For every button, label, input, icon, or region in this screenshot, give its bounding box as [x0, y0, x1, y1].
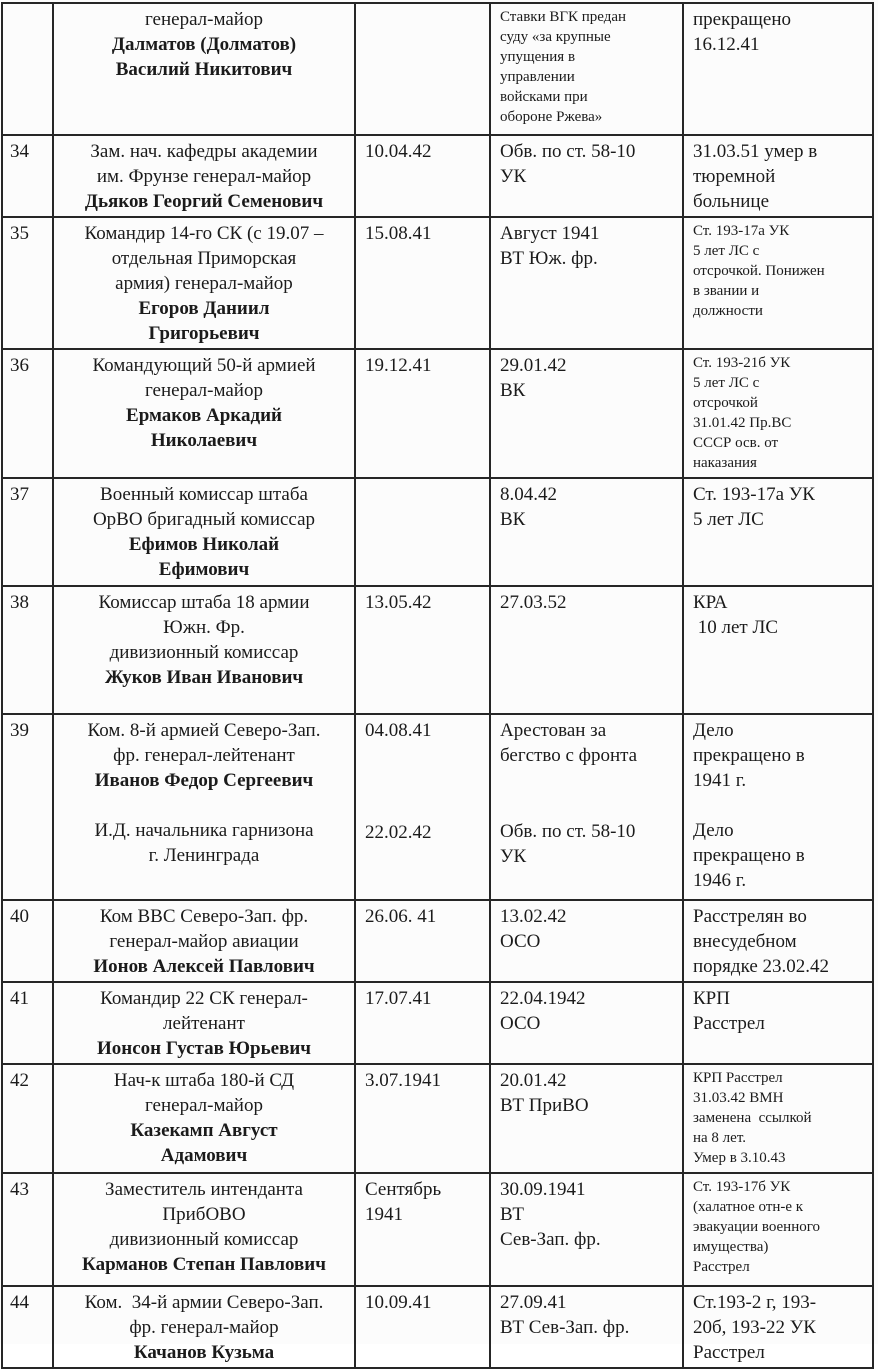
cell-line: г. Ленинграда — [148, 845, 260, 866]
cell-line: Обв. по ст. 58-10 — [500, 141, 636, 162]
cell-line: Обв. по ст. 58-10 — [500, 821, 636, 842]
cell-trial — [490, 1064, 683, 1173]
cell-trial — [490, 478, 683, 586]
cell-line: Дьяков Георгий Семенович — [84, 191, 324, 212]
cell-line: 13.02.42 — [500, 906, 567, 927]
cell-line: И.Д. начальника гарнизона — [94, 820, 314, 841]
cell-line: Ставки ВГК предан — [500, 9, 627, 25]
cell-arrest — [355, 217, 490, 349]
cell-line: 1946 г. — [693, 870, 747, 891]
cell-trial — [490, 3, 683, 135]
cell-sentence — [683, 135, 873, 217]
cell-line: Ст. 193-17а УК — [693, 223, 790, 239]
cell-line: внесудебном — [693, 931, 797, 952]
cell-line: 16.12.41 — [693, 34, 760, 55]
cell-line: Василий Никитович — [115, 59, 293, 80]
cell-line: на 8 лет. — [693, 1130, 747, 1146]
row-number: 38 — [2, 586, 53, 714]
cell-line: управлении — [500, 69, 575, 85]
row-number: 41 — [2, 982, 53, 1064]
cell-line: Ст. 193-17б УК — [693, 1179, 791, 1195]
cell-line: дивизионный комиссар — [109, 1229, 299, 1250]
cell-arrest — [355, 1064, 490, 1173]
cell-line: Жуков Иван Иванович — [104, 667, 304, 688]
cell-line: 29.01.42 — [500, 355, 567, 376]
table-row — [2, 982, 873, 1064]
cell-line: КРП — [693, 988, 730, 1009]
cell-line: Расстрелян во — [693, 906, 807, 927]
cell-line: Казекамп Август — [130, 1120, 278, 1141]
table-row — [2, 3, 873, 135]
cell-line: Ст. 193-21б УК — [693, 355, 791, 371]
table-row — [2, 586, 873, 714]
cell-line: войсками при — [500, 89, 588, 105]
cell-arrest — [355, 900, 490, 982]
cell-position — [53, 1286, 355, 1368]
cell-line: ВК — [500, 380, 526, 401]
cell-line: отсрочкой — [693, 395, 758, 411]
cell-trial — [490, 714, 683, 900]
cell-line: Командующий 50-й армией — [92, 355, 316, 376]
row-number: 37 — [2, 478, 53, 586]
table-row — [2, 478, 873, 586]
cell-line: Военный комиссар штаба — [100, 484, 308, 505]
cell-arrest — [355, 135, 490, 217]
table-row — [2, 349, 873, 478]
cell-trial — [490, 586, 683, 714]
row-number: 35 — [2, 217, 53, 349]
cell-line: фр. генерал-майор — [129, 1317, 279, 1338]
cell-line: в звании и — [693, 283, 760, 299]
cell-line: Арестован за — [500, 720, 607, 741]
cell-line: Зам. нач. кафедры академии — [90, 141, 318, 162]
cell-line: отсрочкой. Понижен — [693, 263, 825, 279]
cell-line: 13.05.42 — [365, 592, 432, 613]
cell-line: Комиссар штаба 18 армии — [98, 592, 310, 613]
cell-sentence — [683, 1064, 873, 1173]
row-number: 43 — [2, 1173, 53, 1286]
cell-line: Южн. Фр. — [163, 617, 245, 638]
cell-position — [53, 714, 355, 900]
table-row — [2, 217, 873, 349]
cell-line: армия) генерал-майор — [115, 273, 293, 294]
cell-line: Ефимов Николай — [128, 534, 280, 555]
cell-line: Ионсон Густав Юрьевич — [96, 1038, 311, 1059]
row-number — [2, 3, 53, 135]
cell-position — [53, 982, 355, 1064]
table-row — [2, 1173, 873, 1286]
cell-arrest — [355, 586, 490, 714]
cell-line: заменена ссылкой — [693, 1110, 812, 1126]
cell-line: упущения в — [500, 49, 576, 65]
cell-line: Дело — [693, 820, 734, 841]
cell-line: обороне Ржева» — [500, 109, 603, 125]
cell-line: Ком. 8-й армией Северо-Зап. — [87, 720, 321, 741]
cell-line: лейтенант — [163, 1013, 245, 1034]
cell-line: ОрВО бригадный комиссар — [92, 509, 316, 530]
cell-line: Умер в 3.10.43 — [693, 1150, 786, 1166]
cell-line: Расстрел — [693, 1013, 765, 1034]
row-number: 34 — [2, 135, 53, 217]
cell-sentence — [683, 714, 873, 900]
table-body — [2, 3, 873, 1368]
cell-line: (халатное отн-е к — [693, 1199, 804, 1215]
cell-line: Ст. 193-17а УК — [693, 484, 815, 505]
cell-line: Ермаков Аркадий — [126, 405, 282, 426]
cell-trial — [490, 349, 683, 478]
cell-line: генерал-майор — [145, 1095, 263, 1116]
cell-arrest — [355, 1173, 490, 1286]
generals-repression-table — [1, 2, 874, 1369]
cell-sentence — [683, 1286, 873, 1368]
cell-sentence — [683, 3, 873, 135]
table-row — [2, 135, 873, 217]
cell-line: имущества) — [693, 1239, 769, 1255]
cell-line: Нач-к штаба 180-й СД — [113, 1070, 295, 1091]
cell-line: 22.02.42 — [365, 822, 432, 843]
table-row — [2, 714, 873, 900]
cell-line: Ком. 34-й армии Северо-Зап. — [84, 1292, 324, 1313]
cell-line: Ефимович — [158, 559, 250, 580]
cell-line: ПрибОВО — [162, 1204, 246, 1225]
cell-line: Командир 14-го СК (с 19.07 – — [84, 223, 324, 244]
cell-line: Ст.193-2 г, 193- — [693, 1292, 817, 1313]
cell-line: должности — [693, 303, 763, 319]
cell-position — [53, 135, 355, 217]
cell-position — [53, 3, 355, 135]
row-number: 39 — [2, 714, 53, 900]
cell-line: ВТ ПриВО — [500, 1095, 589, 1116]
cell-line: прекращено в — [693, 745, 805, 766]
cell-line: Карманов Степан Павлович — [82, 1254, 326, 1275]
cell-sentence — [683, 478, 873, 586]
cell-position — [53, 900, 355, 982]
cell-sentence — [683, 1173, 873, 1286]
cell-line: 10 лет ЛС — [693, 617, 779, 638]
cell-trial — [490, 900, 683, 982]
cell-position — [53, 478, 355, 586]
table-row — [2, 1064, 873, 1173]
cell-line: 30.09.1941 — [500, 1179, 586, 1200]
table-row — [2, 1286, 873, 1368]
cell-line: 19.12.41 — [365, 355, 432, 376]
cell-line: генерал-майор авиации — [109, 931, 299, 952]
row-number: 44 — [2, 1286, 53, 1368]
cell-sentence — [683, 900, 873, 982]
cell-line: 5 лет ЛС с — [693, 375, 760, 391]
cell-line: эвакуации военного — [693, 1219, 821, 1235]
cell-line: Дело — [693, 720, 734, 741]
cell-line: 5 лет ЛС с — [693, 243, 760, 259]
cell-line: 8.04.42 — [500, 484, 557, 505]
row-number: 40 — [2, 900, 53, 982]
cell-line: Расстрел — [693, 1259, 750, 1275]
cell-line: Егоров Даниил — [138, 298, 270, 319]
cell-line: КРП Расстрел — [693, 1070, 783, 1086]
cell-line: 10.09.41 — [365, 1292, 432, 1313]
cell-line: 31.03.51 умер в — [693, 141, 818, 162]
cell-line: 17.07.41 — [365, 988, 432, 1009]
cell-line: отдельная Приморская — [111, 248, 297, 269]
cell-line: 10.04.42 — [365, 141, 432, 162]
cell-line: Ионов Алексей Павлович — [93, 956, 315, 977]
cell-line: Август 1941 — [500, 223, 600, 244]
cell-line: Заместитель интенданта — [105, 1179, 303, 1200]
cell-line: прекращено в — [693, 845, 805, 866]
cell-line: ОСО — [500, 931, 541, 952]
cell-line: генерал-майор — [145, 9, 263, 30]
cell-line: ВК — [500, 509, 526, 530]
cell-line: 20.01.42 — [500, 1070, 567, 1091]
cell-line: прекращено — [693, 9, 791, 30]
cell-line: Качанов Кузьма — [133, 1342, 275, 1363]
cell-line: больнице — [693, 191, 769, 212]
cell-trial — [490, 135, 683, 217]
cell-line: УК — [500, 166, 527, 187]
cell-arrest — [355, 3, 490, 135]
cell-line: фр. генерал-лейтенант — [113, 745, 295, 766]
cell-line: ВТ — [500, 1204, 525, 1225]
cell-line: генерал-майор — [145, 380, 263, 401]
cell-sentence — [683, 217, 873, 349]
cell-line: Адамович — [160, 1145, 248, 1166]
cell-line: 31.03.42 ВМН — [693, 1090, 784, 1106]
cell-line: наказания — [693, 455, 757, 471]
cell-line: Расстрел — [693, 1342, 765, 1363]
cell-line: ОСО — [500, 1013, 541, 1034]
cell-sentence — [683, 349, 873, 478]
cell-line: 22.04.1942 — [500, 988, 586, 1009]
row-number: 36 — [2, 349, 53, 478]
cell-line: Командир 22 СК генерал- — [100, 988, 308, 1009]
cell-line: Сентябрь — [365, 1179, 442, 1200]
cell-trial — [490, 1286, 683, 1368]
cell-line: 3.07.1941 — [365, 1070, 441, 1091]
cell-trial — [490, 217, 683, 349]
table-row — [2, 900, 873, 982]
cell-line: Ком ВВС Северо-Зап. фр. — [99, 906, 309, 927]
cell-line: 26.06. 41 — [365, 906, 437, 927]
cell-line: ВТ Сев-Зап. фр. — [500, 1317, 630, 1338]
cell-sentence — [683, 586, 873, 714]
cell-line: 31.01.42 Пр.ВС — [693, 415, 792, 431]
cell-sentence — [683, 982, 873, 1064]
cell-line: Далматов (Долматов) — [111, 34, 297, 55]
cell-line: 04.08.41 — [365, 720, 432, 741]
cell-line: порядке 23.02.42 — [693, 956, 830, 977]
cell-line: 15.08.41 — [365, 223, 432, 244]
cell-line: 27.09.41 — [500, 1292, 567, 1313]
cell-line: ВТ Юж. фр. — [500, 248, 598, 269]
cell-arrest — [355, 982, 490, 1064]
cell-line: КРА — [693, 592, 728, 613]
row-number: 42 — [2, 1064, 53, 1173]
cell-line: Сев-Зап. фр. — [500, 1229, 601, 1250]
cell-line: суду «за крупные — [500, 29, 611, 45]
cell-arrest — [355, 478, 490, 586]
cell-line: СССР осв. от — [693, 435, 779, 451]
cell-line: 20б, 193-22 УК — [693, 1317, 816, 1338]
cell-position — [53, 1173, 355, 1286]
cell-line: им. Фрунзе генерал-майор — [96, 166, 312, 187]
cell-line: бегство с фронта — [500, 745, 638, 766]
cell-line: дивизионный комиссар — [109, 642, 299, 663]
cell-line: тюремной — [693, 166, 776, 187]
cell-line: 1941 г. — [693, 770, 747, 791]
cell-line: Иванов Федор Сергеевич — [94, 770, 314, 791]
cell-position — [53, 586, 355, 714]
cell-trial — [490, 1173, 683, 1286]
cell-position — [53, 217, 355, 349]
cell-line: Григорьевич — [148, 323, 260, 344]
cell-line: 1941 — [365, 1204, 403, 1225]
cell-position — [53, 1064, 355, 1173]
cell-arrest — [355, 349, 490, 478]
cell-arrest — [355, 714, 490, 900]
cell-trial — [490, 982, 683, 1064]
cell-line: УК — [500, 846, 527, 867]
cell-line: Николаевич — [150, 430, 258, 451]
cell-line: 27.03.52 — [500, 592, 567, 613]
cell-position — [53, 349, 355, 478]
cell-arrest — [355, 1286, 490, 1368]
cell-line: 5 лет ЛС — [693, 509, 764, 530]
